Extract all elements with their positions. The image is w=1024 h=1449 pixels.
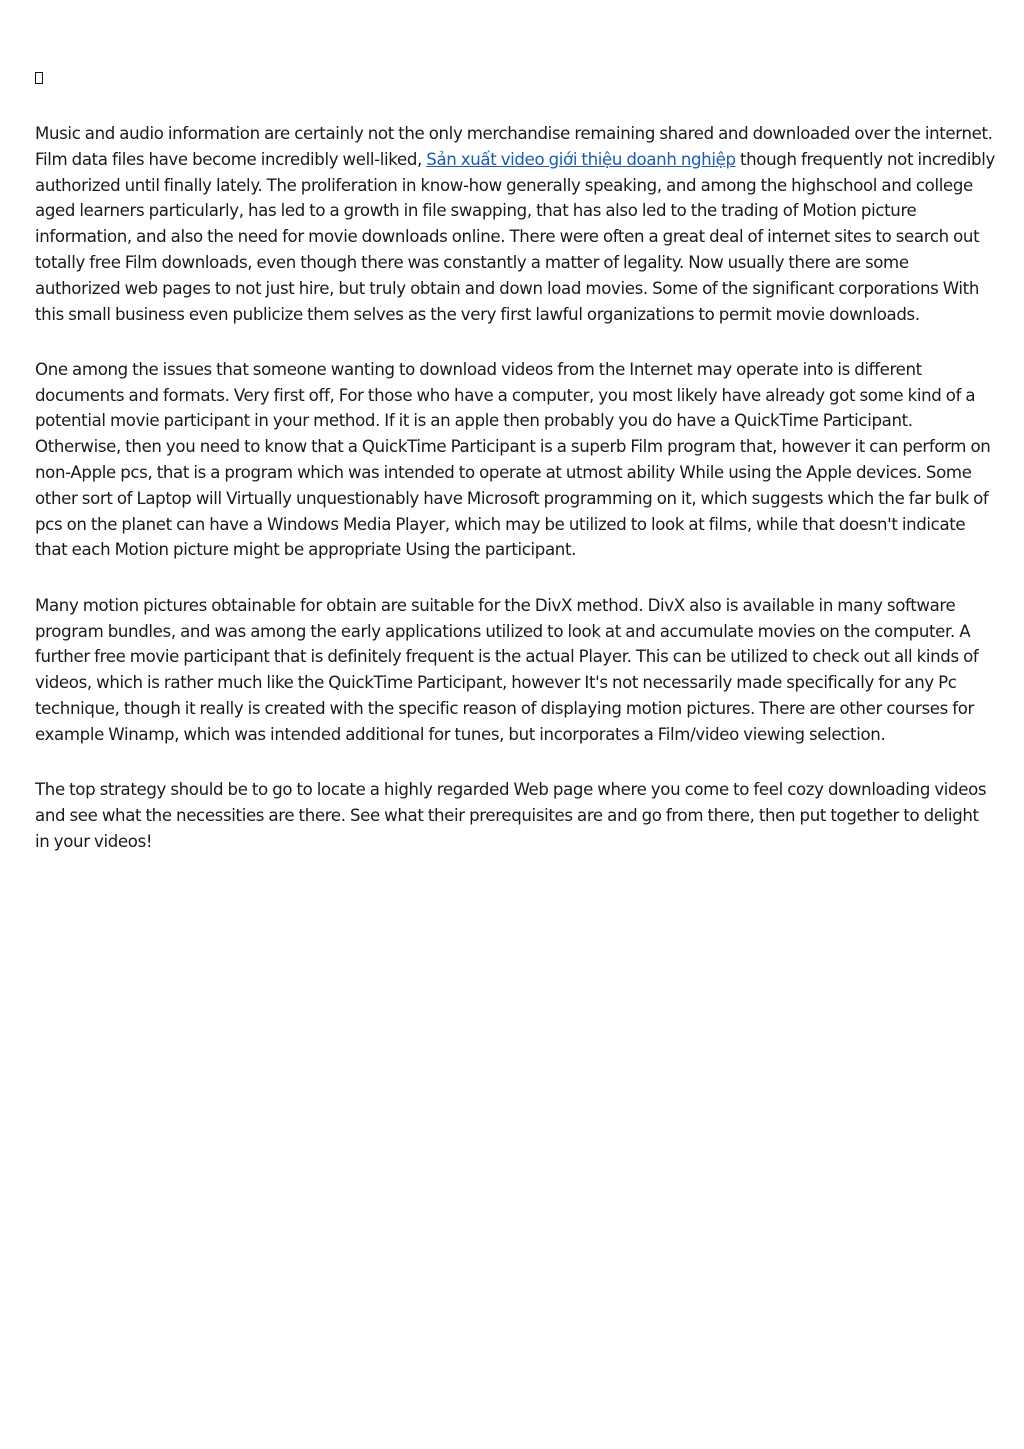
missing-glyph-icon [35,66,995,92]
paragraph-3: Many motion pictures obtainable for obtain are suitable for the DivX method. DivX also is available in many software program bundles, and was among the early applications utilized to look at and accumulate movies on the computer. A further free movie participant that is definitely frequent is the actual Player. This can be utilized to check out all kinds of videos, which is rather much like the QuickTime Participant, however It's not necessarily made specifically for any Pc technique, though it really is created with the specific reason of displaying motion pictures. There are other courses for example Winamp, which was intended additional for tunes, but incorporates a Film/video viewing selection. [35,595,979,744]
paragraph-4: The top strategy should be to go to locate a highly regarded Web page where you come to feel cozy downloading videos and see what the necessities are there. See what their prerequisites are and go from there, then put together to delight in your videos! [35,780,987,851]
paragraph-1 [35,121,995,327]
paragraph-1-text-start: Music and audio information are certainly not the only merchandise remaining shared and downloaded over the internet. Film data files have become incredibly well-liked, [35,124,993,169]
document-page [35,66,995,884]
paragraph-2: One among the issues that someone wanting to download videos from the Internet may operate into is different documents and formats. Very first off, For those who have a computer, you most likely have already got some kind of a potential movie participant in your method. If it is an apple then probably you do have a QuickTime Participant. Otherwise, then you need to know that a QuickTime Participant is a superb Film program that, however it can perform on non-Apple pcs, that is a program which was intended to operate at utmost ability While using the Apple devices. Some other sort of Laptop will Virtually unquestionably have Microsoft programming on it, which suggests which the far bulk of pcs on the planet can have a Windows Media Player, which may be utilized to look at films, while that doesn't indicate that each Motion picture might be appropriate Using the participant. [35,359,991,560]
business-video-link[interactable]: Sản xuất video giới thiệu doanh nghiệp [426,149,736,169]
placeholder-box-icon [35,72,43,84]
paragraph-1-text-end: though frequently not incredibly authorized until finally lately. The proliferation in know-how generally speaking, and among the highschool and college aged learners particularly, has led to a growth in file swapping, that has also led to the trading of Motion picture information, and also the need for movie downloads online. There were often a great deal of internet sites to search out totally free Film downloads, even though there was constantly a matter of legality. Now usually there are some authorized web pages to not just hire, but truly obtain and down load movies. Some of the significant corporations With this small business even publicize them selves as the very first lawful organizations to permit movie downloads. [35,149,995,324]
